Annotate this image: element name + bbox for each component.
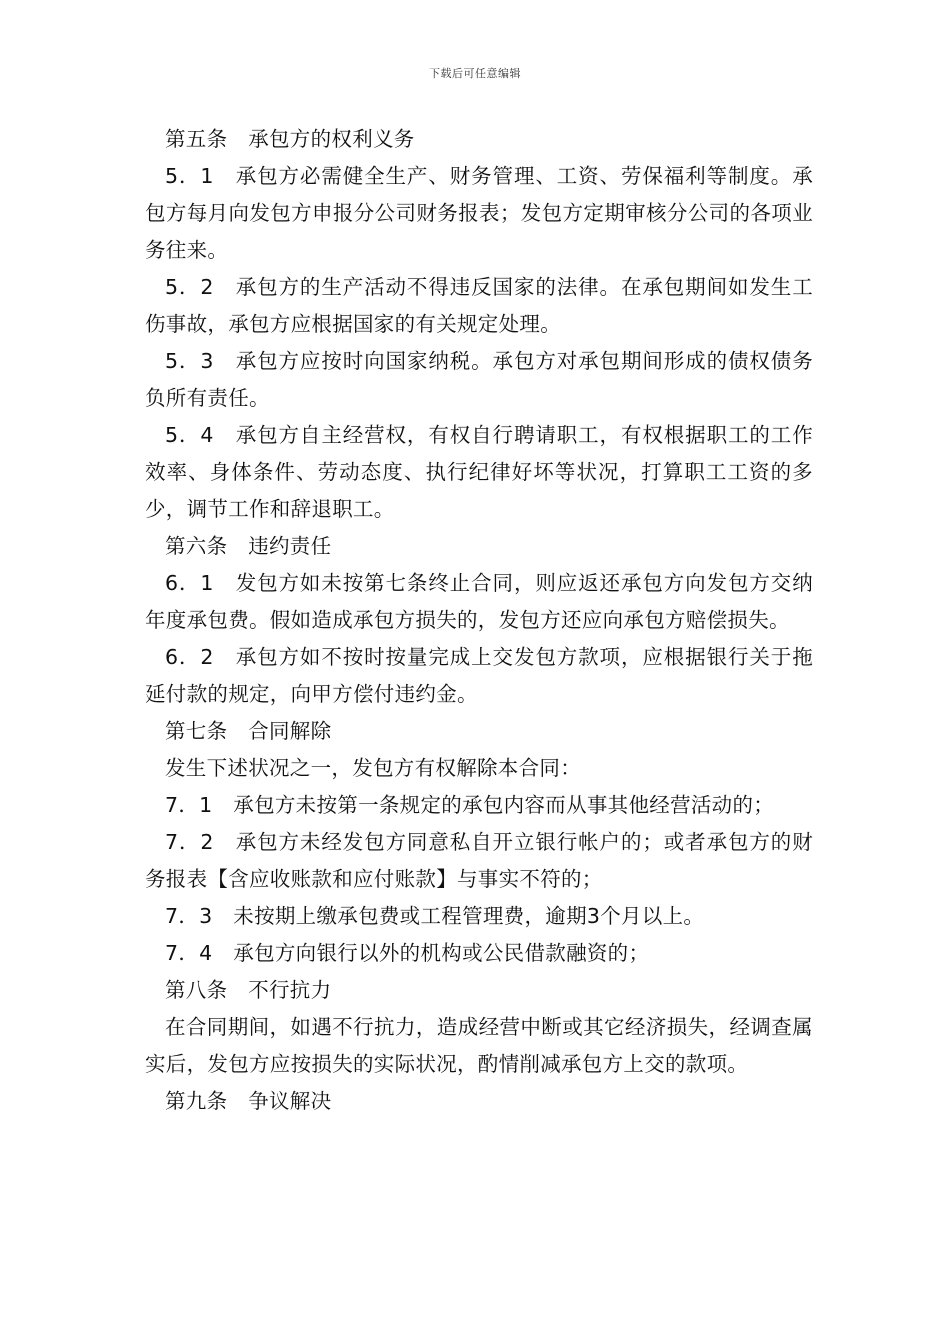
article-heading: 第八条 不行抗力 [165,978,332,1002]
paragraph: 在合同期间，如遇不行抗力，造成经营中断或其它经济损失，经调查属实后，发包方应按损失的实际状况，酌情削减承包方上交的款项。 [145,1015,813,1076]
document-body [145,121,813,1120]
paragraph: 6．2 承包方如不按时按量完成上交发包方款项，应根据银行关于拖延付款的规定，向甲方偿付违约金。 [145,645,813,706]
header-note: 下载后可任意编辑 [429,67,521,80]
article-heading: 第九条 争议解决 [165,1089,332,1113]
paragraph: 5．4 承包方自主经营权，有权自行聘请职工，有权根据职工的工作效率、身体条件、劳动态度、执行纪律好坏等状况，打算职工工资的多少，调节工作和辞退职工。 [145,423,813,521]
paragraph: 5．3 承包方应按时向国家纳税。承包方对承包期间形成的债权债务负所有责任。 [145,349,813,410]
paragraph: 7．3 未按期上缴承包费或工程管理费，逾期3个月以上。 [165,904,705,928]
paragraph: 发生下述状况之一，发包方有权解除本合同： [165,756,581,780]
article-heading: 第五条 承包方的权利义务 [165,127,415,151]
article-heading: 第七条 合同解除 [165,719,332,743]
paragraph: 7．2 承包方未经发包方同意私自开立银行帐户的；或者承包方的财务报表【含应收账款和应付账款】与事实不符的； [145,830,813,891]
paragraph: 5．2 承包方的生产活动不得违反国家的法律。在承包期间如发生工伤事故，承包方应根据国家的有关规定处理。 [145,275,813,336]
paragraph: 6．1 发包方如未按第七条终止合同，则应返还承包方向发包方交纳年度承包费。假如造成承包方损失的，发包方还应向承包方赔偿损失。 [145,571,813,632]
article-heading: 第六条 违约责任 [165,534,332,558]
paragraph: 5．1 承包方必需健全生产、财务管理、工资、劳保福利等制度。承包方每月向发包方申报分公司财务报表；发包方定期审核分公司的各项业务往来。 [145,164,813,262]
paragraph: 7．1 承包方未按第一条规定的承包内容而从事其他经营活动的； [165,793,775,817]
paragraph: 7．4 承包方向银行以外的机构或公民借款融资的； [165,941,650,965]
